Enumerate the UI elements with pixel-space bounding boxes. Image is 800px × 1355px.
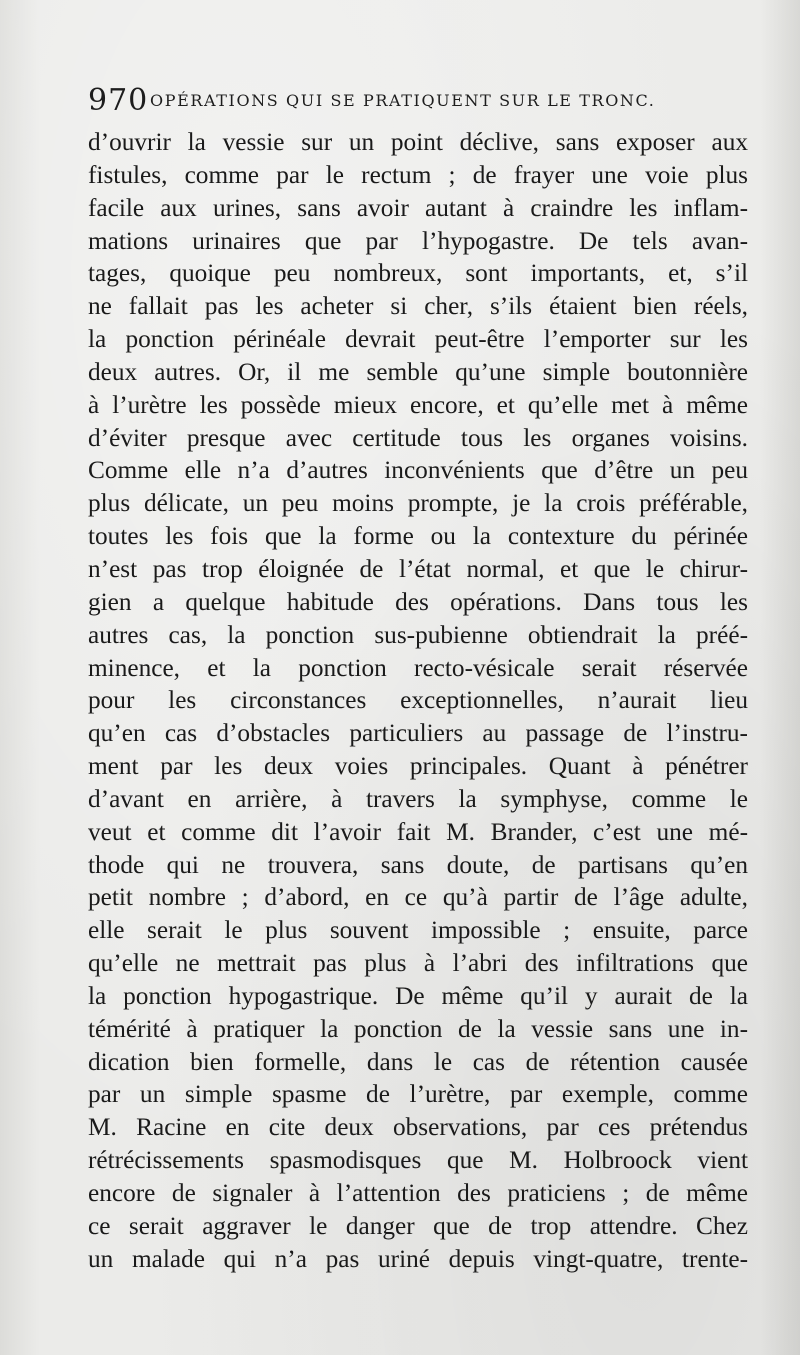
text-line: témérité à pratiquer la ponction de la vessie sans une in- xyxy=(88,1014,748,1043)
text-line: ce serait aggraver le danger que de trop attendre. Chez xyxy=(88,1211,748,1240)
text-line: thode qui ne trouvera, sans doute, de partisans qu’en xyxy=(88,850,748,879)
text-line: gien a quelque habitude des opérations. Dans tous les xyxy=(88,587,748,616)
text-line: pour les circonstances exceptionnelles, n’aurait lieu xyxy=(88,686,748,715)
text-line: d’avant en arrière, à travers la symphyse, comme le xyxy=(88,784,748,813)
text-line: un malade qui n’a pas uriné depuis vingt-quatre, trente- xyxy=(88,1244,748,1273)
text-line: toutes les fois que la forme ou la contexture du périnée xyxy=(88,522,748,551)
text-line: mations urinaires que par l’hypogastre. De tels avan- xyxy=(88,226,748,255)
text-line: minence, et la ponction recto-vésicale serait réservée xyxy=(88,653,748,682)
text-line: d’ouvrir la vessie sur un point déclive, sans exposer aux xyxy=(88,128,748,156)
text-line: par un simple spasme de l’urètre, par exemple, comme xyxy=(88,1080,748,1109)
text-line: plus délicate, un peu moins prompte, je la crois préférable, xyxy=(88,489,748,518)
text-line: qu’en cas d’obstacles particuliers au passage de l’instru- xyxy=(88,719,748,748)
text-line: Comme elle n’a d’autres inconvénients que d’être un peu xyxy=(88,456,748,485)
text-line: la ponction hypogastrique. De même qu’il y aurait de la xyxy=(88,981,748,1010)
text-line: facile aux urines, sans avoir autant à craindre les inflam- xyxy=(88,193,748,222)
text-line: d’éviter presque avec certitude tous les organes voisins. xyxy=(88,423,748,452)
text-line: autres cas, la ponction sus-pubienne obtiendrait la préé- xyxy=(88,620,748,649)
text-line: ne fallait pas les acheter si cher, s’ils étaient bien réels, xyxy=(88,292,748,321)
text-line: la ponction périnéale devrait peut-être l’emporter sur les xyxy=(88,325,748,354)
text-line: rétrécissements spasmodisques que M. Holbroock vient xyxy=(88,1146,748,1175)
text-line: fistules, comme par le rectum ; de frayer une voie plus xyxy=(88,160,748,189)
text-line: tages, quoique peu nombreux, sont importants, et, s’il xyxy=(88,259,748,288)
text-line: dication bien formelle, dans le cas de rétention causée xyxy=(88,1047,748,1076)
page-header xyxy=(88,84,748,118)
text-line: à l’urètre les possède mieux encore, et qu’elle met à même xyxy=(88,390,748,419)
body-text xyxy=(88,126,748,1276)
text-line: n’est pas trop éloignée de l’état normal, et que le chirur- xyxy=(88,554,748,583)
page-number: 970 xyxy=(88,83,149,118)
text-line: veut et comme dit l’avoir fait M. Brander, c’est une mé- xyxy=(88,817,748,846)
text-line: qu’elle ne mettrait pas plus à l’abri des infiltrations que xyxy=(88,949,748,978)
text-line: encore de signaler à l’attention des praticiens ; de même xyxy=(88,1179,748,1207)
running-head: OPÉRATIONS QUI SE PRATIQUENT SUR LE TRONC. xyxy=(150,91,656,110)
text-line: elle serait le plus souvent impossible ; ensuite, parce xyxy=(88,916,748,945)
text-line: M. Racine en cite deux observations, par ces prétendus xyxy=(88,1113,748,1142)
text-line: petit nombre ; d’abord, en ce qu’à partir de l’âge adulte, xyxy=(88,883,748,912)
text-line: deux autres. Or, il me semble qu’une simple boutonnière xyxy=(88,357,748,386)
text-line: ment par les deux voies principales. Quant à pénétrer xyxy=(88,752,748,781)
